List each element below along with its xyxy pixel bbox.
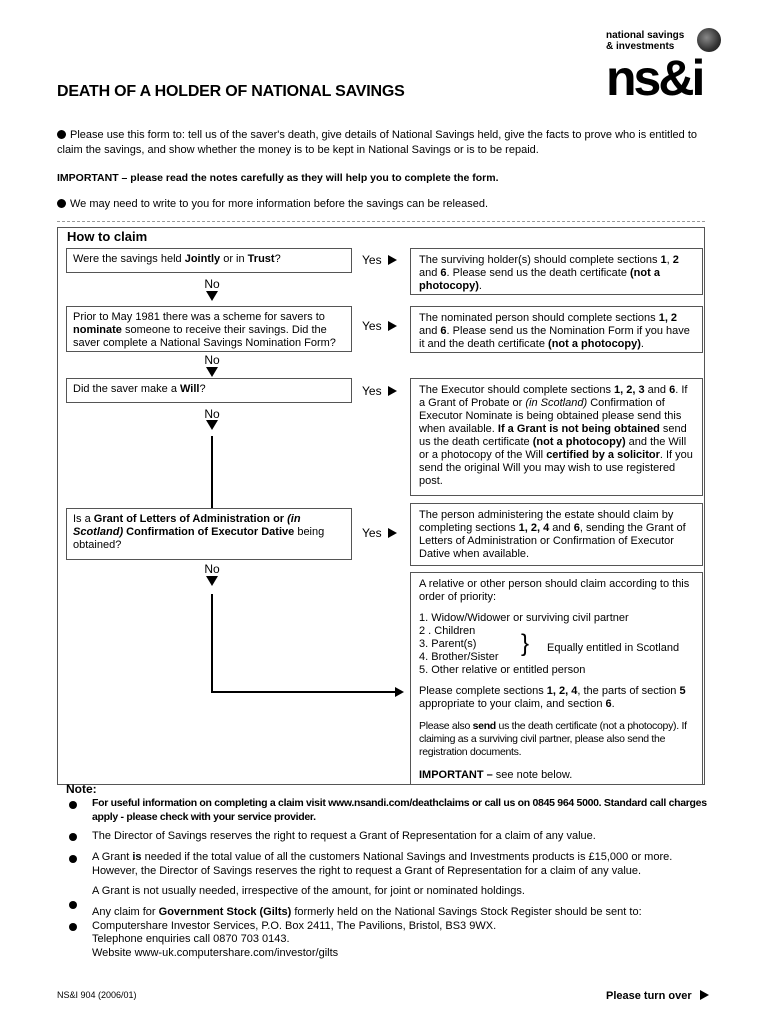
q1-text-c: or in [220, 253, 248, 265]
a3-text: and [644, 384, 670, 396]
priority-number: 1. [419, 612, 432, 624]
computershare-website: Website www-uk.computershare.com/investor/gilts [92, 946, 339, 959]
note-grant-text: is [132, 851, 142, 863]
a1-text: . Please send us the death certificate [446, 267, 630, 279]
a4-text: and [549, 522, 574, 534]
a2-text: . Please send us the Nomination Form if you have it and the death certificate [419, 325, 690, 350]
intro-may-write [57, 197, 717, 212]
q1-text-d: Trust [247, 253, 275, 265]
no-label-1: No [204, 277, 220, 291]
a4-text: The person administering the estate should claim by completing sections [419, 509, 674, 534]
a1-text: 2 [672, 254, 679, 266]
yes-text: Yes [362, 526, 382, 540]
question-jointly-trust [66, 248, 352, 273]
priority-text: Brother/Sister [431, 651, 499, 663]
note-director-right: The Director of Savings reserves the right to request a Grant of Representation for a claim of any value. [92, 830, 596, 842]
note-grant-text: needed if the total value of all the customers National Savings and Investments products is £15,000 or more. However, the Director of Savings reserves the right to request a Grant of Representation for a claim of any value. [92, 851, 673, 877]
a4-text: , sending the Grant of Letters of Administration or Confirmation of Executor Dative when available. [419, 522, 686, 560]
q2-text: nominate [73, 324, 122, 336]
a5-complete-text: 6 [605, 698, 612, 710]
arrow-right-icon [388, 386, 397, 396]
bullet-icon [57, 130, 66, 139]
q4-text: Grant of Letters of Administration [93, 513, 271, 525]
bullet-icon [69, 901, 77, 909]
note-gilts-text: Any claim for [92, 906, 159, 918]
logo-text [606, 30, 684, 52]
a3-text: (in Scotland) [525, 397, 588, 409]
a5-complete [419, 685, 694, 711]
q4-text: Confirmation of Executor Dative [123, 526, 295, 538]
bullet-icon [69, 801, 77, 809]
a3-text: 1, 2, 3 [614, 384, 645, 396]
a5-complete-text: 5 [679, 685, 686, 697]
bullet-icon [69, 923, 77, 931]
question-letters-of-administration [66, 508, 352, 560]
a1-text: 1 [660, 254, 667, 266]
a2-text: 6 [440, 325, 447, 337]
q3-text: Will [180, 383, 200, 395]
yes-label-4 [362, 526, 397, 540]
nsi-logo-mark: ns&i [606, 55, 703, 101]
arrow-down-icon [206, 367, 218, 377]
priority-number: 3. [419, 638, 432, 650]
a2-text: 1, 2 [658, 312, 678, 324]
arrow-right-icon [395, 687, 404, 697]
q2-text: someone to receive their savings. Did the saver complete a National Savings Nomination Form? [73, 324, 336, 349]
no-label-4: No [204, 562, 220, 576]
a2-text: The nominated person should complete sections [419, 312, 659, 324]
a1-text: 6 [440, 267, 447, 279]
a5-complete-text: , the parts of section [577, 685, 680, 697]
answer-administrator [410, 503, 703, 566]
a2-text: (not a photocopy) [548, 338, 641, 350]
a2-text: . [640, 338, 644, 350]
answer-nominated-person [410, 306, 703, 353]
form-code: NS&I 904 (2006/01) [57, 990, 137, 1000]
arrow-right-icon [388, 321, 397, 331]
bullet-icon [57, 199, 66, 208]
note-grant-needed [92, 851, 712, 878]
a3-text: . If you send the original Will you may wish to use registered post. [419, 449, 693, 487]
yes-label-3 [362, 384, 397, 398]
q4-text: being obtained? [73, 526, 325, 551]
yes-text: Yes [362, 253, 382, 267]
a5-complete-text: appropriate to your claim, and section [419, 698, 606, 710]
bullet-icon [69, 855, 77, 863]
a3-text: 6 [669, 384, 676, 396]
priority-number: 4. [419, 651, 432, 663]
a1-text: (not a photocopy) [419, 267, 660, 292]
a5-send-text: Please also [419, 720, 473, 732]
how-to-claim-heading: How to claim [67, 229, 148, 244]
notes-heading: Note: [66, 782, 97, 796]
q3-text: Did the saver make a [73, 383, 180, 395]
no-label-2: No [204, 353, 220, 367]
priority-text: Parent(s) [431, 638, 477, 650]
brace-icon: } [521, 630, 530, 657]
q2-text: Prior to May 1981 there was a scheme for savers to [73, 311, 325, 323]
q1-text-a: Were the savings held [73, 253, 185, 265]
a3-text: The Executor should complete sections [419, 384, 615, 396]
a5-send-text: us the death certificate (not a photocopy). If claiming as a surviving civil partner, please also send the registration documents. [419, 720, 687, 758]
note-gilts-text: formerly held on the National Savings Stock Register should be sent to: [291, 906, 642, 918]
answer-executor [410, 378, 703, 496]
a1-text: . [478, 280, 482, 292]
arrow-down-icon [206, 291, 218, 301]
priority-item [419, 612, 694, 625]
no-label-3: No [204, 407, 220, 421]
a1-text: and [419, 267, 441, 279]
a2-text: and [419, 325, 441, 337]
answer-relative [410, 572, 703, 785]
q4-text: Is a [73, 513, 94, 525]
a5-important [419, 769, 694, 782]
arrow-right-icon [388, 528, 397, 538]
priority-text: Children [434, 625, 476, 637]
priority-number: 5. [419, 664, 432, 676]
nsi-logo [606, 55, 720, 101]
a5-complete-text: Please complete sections [419, 685, 547, 697]
yes-label-1 [362, 253, 397, 267]
a4-text: 1, 2, 4 [518, 522, 550, 534]
priority-text: Widow/Widower or surviving civil partner [431, 612, 629, 624]
q1-text-b: Jointly [184, 253, 221, 265]
yes-text: Yes [362, 384, 382, 398]
priority-number: 2 . [419, 625, 435, 637]
intro-use-form-text: Please use this form to: tell us of the saver's death, give details of National Savings held, give the facts to prove who is entitled to claim the savings, and show whether the money is to be kept in National Savings or is to be repaid. [57, 129, 697, 156]
note-grant-not-needed: A Grant is not usually needed, irrespective of the amount, for joint or nominated holdings. [92, 885, 525, 897]
note-grant-text: A Grant [92, 851, 133, 863]
q3-text: ? [199, 383, 206, 395]
a5-important-text: see note below. [492, 769, 573, 781]
logo-line-1: national savings [606, 30, 685, 41]
page-title: DEATH OF A HOLDER OF NATIONAL SAVINGS [57, 83, 405, 100]
note-useful-information: For useful information on completing a claim visit www.nsandi.com/deathclaims or call us on 0845 964 5000. Standard call charges apply - please check with your service provider. [92, 797, 707, 823]
note-gilts [92, 906, 712, 960]
a3-text: . If a Grant of Probate or [419, 384, 688, 409]
yes-text: Yes [362, 319, 382, 333]
a5-complete-text: 1, 2, 4 [546, 685, 578, 697]
a5-complete-text: . [611, 698, 615, 710]
logo-line-2: & investments [606, 41, 675, 52]
arrow-down-icon [206, 420, 218, 430]
turn-over-text: Please turn over [606, 990, 692, 1002]
a3-text: (not a photocopy) [532, 436, 626, 448]
a3-text: Confirmation of Executor Nominate is being obtained please send this when available. [419, 397, 682, 435]
q4-text: (in Scotland) [73, 513, 301, 538]
intro-use-form [57, 128, 717, 158]
priority-item [419, 625, 694, 638]
q4-text: or [270, 513, 288, 525]
intro-important: IMPORTANT – please read the notes carefully as they will help you to complete the form. [57, 172, 499, 184]
bullet-icon [69, 833, 77, 841]
priority-list [419, 612, 694, 677]
a5-intro: A relative or other person should claim according to this order of priority: [419, 578, 690, 603]
a3-text: send us the death certificate [419, 423, 687, 448]
note-gilts-text: Government Stock (Gilts) [158, 906, 292, 918]
intro-may-write-text: We may need to write to you for more information before the savings can be released. [70, 198, 489, 210]
a4-text: 6 [573, 522, 580, 534]
yes-label-2 [362, 319, 397, 333]
question-will [66, 378, 352, 403]
computershare-phone: Telephone enquiries call 0870 703 0143. [92, 933, 290, 945]
a5-important-text: IMPORTANT – [419, 769, 493, 781]
flow-line [211, 594, 213, 693]
brace-note: Equally entitled in Scotland [547, 642, 680, 654]
a1-text: , [666, 254, 673, 266]
a3-text: If a Grant is not being obtained [497, 423, 660, 435]
a5-send [419, 720, 694, 759]
answer-surviving-holder [410, 248, 703, 295]
please-turn-over [606, 990, 709, 1002]
arrow-right-icon [388, 255, 397, 265]
a3-text: and the Will or a photocopy of the Will [419, 436, 687, 461]
divider [57, 221, 705, 222]
arrow-down-icon [206, 576, 218, 586]
logo-seal-icon [697, 28, 721, 52]
a5-send-text: send [472, 720, 496, 732]
computershare-address: Computershare Investor Services, P.O. Box 2411, The Pavilions, Bristol, BS3 9WX. [92, 919, 497, 932]
priority-item [419, 664, 694, 677]
priority-text: Other relative or entitled person [431, 664, 586, 676]
flow-line [211, 691, 396, 693]
arrow-right-icon [700, 990, 709, 1000]
a3-text: certified by a solicitor [546, 449, 660, 461]
question-nomination [66, 306, 352, 352]
flow-line [211, 436, 213, 508]
q1-text-e: ? [274, 253, 281, 265]
a1-text: The surviving holder(s) should complete sections [419, 254, 661, 266]
